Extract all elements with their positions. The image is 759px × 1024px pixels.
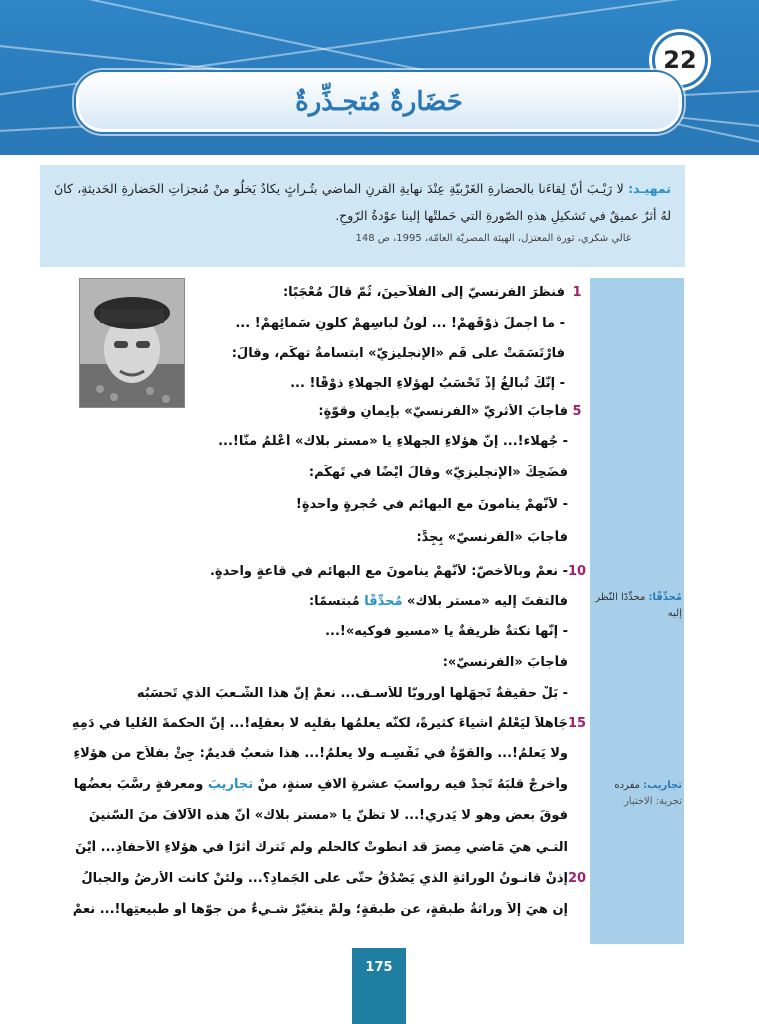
text-line: - جُهلاء!... إنّ هؤلاءِ الجهلاءِ يا «مستر بلاك» أعْلَمُ منّا!... — [218, 434, 568, 449]
text-line: فأجابَ «الفرنسيّ»: — [442, 655, 568, 670]
glossary-definition: مفرده — [614, 780, 640, 791]
text-line: فضَحِكَ «الإنجليزيّ» وقالَ أيْضًا في تَهكّمٍ: — [308, 465, 568, 480]
glossary-definition: محدِّدًا النّظر إليه — [595, 592, 682, 619]
page-number-tab — [352, 948, 406, 1024]
portrait-image — [80, 279, 184, 407]
text-line: إن هيَ إلاّ وِراثةُ طبقةٍ، عن طبقةٍ؛ ولمْ يتغيّرْ شـيءٌ من جوّها أو طبيعتِها!... نعمْ — [72, 902, 568, 917]
text-line: جَاهلاً لَيَعْلَمُ أشياءَ كثيرةً، لكنّه يعلمُها بقلبِه لا بعقلِه!... إنّ الحكمةَ العُليا في دَمِهِ — [71, 716, 568, 731]
text-line: فنظرَ الفرنسيّ إلى الفلاّحينَ، ثُمّ قالَ مُعْجَبًا: — [282, 285, 565, 300]
line-number: 10 — [567, 564, 587, 579]
text-line: - إنّكَ تُبالغُ إذْ تَحْسَبُ لهؤلاءِ الجهلاءِ ذوْقًا! ... — [290, 376, 565, 391]
line-number: 15 — [567, 716, 587, 731]
intro-text: لا رَيْـبَ أنّ لِقاءَنا بالحضارةِ الغَرْبيّةِ عِنْدَ نهايةِ القرنِ الماضي بتُـراثٍ يكادُ يَخلُو منْ مُنجزاتِ الحَضارةِ الحَديثةِ، كانَ لهُ أثرٌ عميقٌ في تَشكيلِ هذهِ الصّورةِ التي حَملتْها إلينا عوْدةُ الرّوحِ. — [54, 181, 671, 223]
glossary-term: تجاريب: — [643, 780, 682, 791]
text-line: - لأنّهمْ ينامونَ مع البهائمِ في حُجرةٍ واحدةٍ! — [295, 497, 568, 512]
text-line: - نعمْ وبالأخصّ: لأنّهمْ ينامونَ مع البهائمِ في قاعةٍ واحدةٍ. — [209, 564, 568, 579]
text-line-with-term: فالتفتَ إليه «مستر بلاك» مُحدِّقًا مُبتسمًا: — [308, 594, 568, 609]
text-line: - بَلْ حقيقةٌ تَجهَلُها أوروبّا للأسـف... نعمْ إنّ هذا الشّـعبَ الذي تَحسَبُه — [136, 686, 568, 701]
glossary-entry-1 — [594, 590, 682, 622]
text-line: فارْتَسَمَتْ على فَمِ «الإنجليزيّ» ابتسامةُ تهكّمٍ، وقالَ: — [231, 346, 565, 361]
text-line: فأجابَ «الفرنسيّ» بِجِدٍّ: — [416, 530, 568, 545]
text-line: التـي هيَ مَاضي مِصرَ قد انطوتْ كالحلمِ ولم تَترك أثرًا في هؤلاءِ الأحفادِ... أيْنَ — [75, 840, 568, 855]
intro-label: تمهيـد: — [628, 181, 671, 196]
line-number: 20 — [567, 871, 587, 886]
glossary-highlight: تجاريبَ — [207, 777, 254, 792]
glossary-term: مُحدِّقًا: — [648, 592, 682, 603]
text-line: - إنّها نكتةٌ ظريفةٌ يا «مسيو فوكيه»!... — [325, 624, 568, 639]
text-line: فوقَ بعضٍ وهو لا يَدري!... لا تظنّ يا «مستر بلاك» أنّ هذه الآلافَ منَ السّنينَ — [88, 808, 568, 823]
intro-source: غالي شكري، ثورة المعتزل، الهيئة المصريّة العامّة، 1995، ص 148 — [355, 233, 631, 244]
line-number: 1 — [572, 285, 582, 300]
page-title: حَضَارةٌ مُتجـذِّرةٌ — [295, 87, 463, 117]
glossary-highlight: مُحدِّقًا — [364, 594, 403, 609]
line-number: 5 — [572, 404, 582, 419]
lesson-number: 22 — [663, 46, 697, 74]
glossary-note: تجربة: الاختبار — [623, 796, 682, 807]
text-line: إذنْ قانـونُ الوراثةِ الّذي يَصْدُقُ حتّى على الجَمادِ؟... ولئنْ كانت الأرضُ والجبالُ — [81, 871, 568, 886]
intro-box — [40, 165, 685, 267]
text-line: ولا يَعلمُ!... والقوّةُ في نَفْسِـه ولا يعلمُ!... هذا شعبٌ قديمٌ: جِئْ بفلاّحٍ من هؤلاءِ — [73, 746, 568, 761]
text-line-with-term: وأخرِجْ قلبَهُ تَجدْ فيه رواسبَ عشرةِ آلافِ سنةٍ، منْ تجاريبَ ومعرفةٍ رسَّبَ بعضُها — [73, 777, 568, 792]
text-line: فأجابَ الأثريّ «الفرنسيّ» بإيمانٍ وقوّةٍ: — [318, 404, 568, 419]
text-line: - ما أجملَ ذوْقَهمْ! ... لَونُ لباسِهمْ كلونِ سَمائِهمْ! ... — [235, 316, 565, 331]
intro-paragraph — [54, 175, 671, 229]
page-number: 175 — [365, 960, 393, 975]
title-banner — [76, 72, 682, 132]
author-photo — [79, 278, 185, 408]
glossary-entry-2 — [594, 778, 682, 810]
